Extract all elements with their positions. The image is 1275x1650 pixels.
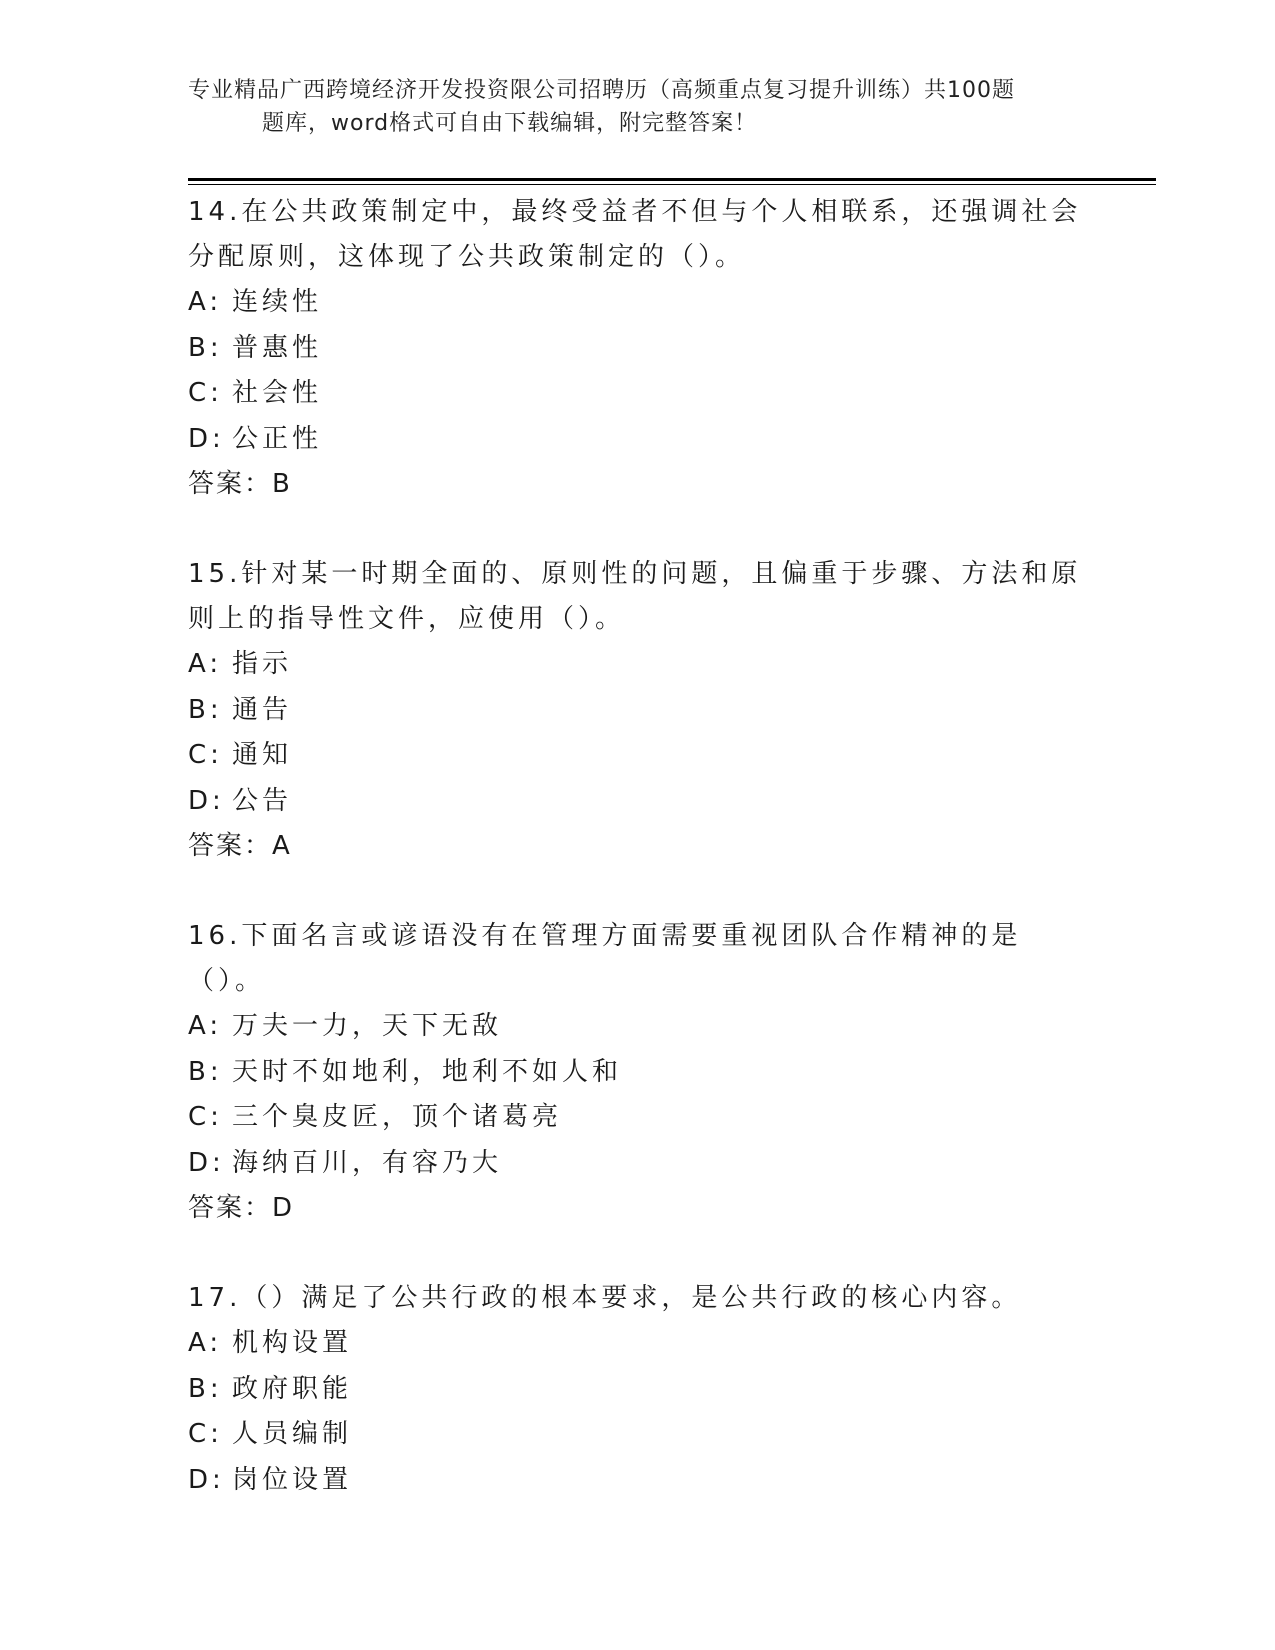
option-a [188, 1004, 1088, 1050]
option-text: 机构设置 [232, 1328, 353, 1358]
option-letter: A: [188, 1011, 223, 1041]
option-letter: A: [188, 649, 223, 679]
answer-text: 答案：D [188, 1193, 295, 1223]
option-text: 连续性 [232, 287, 323, 317]
option-c [188, 1095, 1088, 1141]
question-text: 17.（）满足了公共行政的根本要求，是公共行政的核心内容。 [188, 1283, 1022, 1313]
option-text: 人员编制 [232, 1419, 353, 1449]
option-letter: B: [188, 694, 223, 725]
option-text: 普惠性 [232, 332, 323, 363]
question-15 [188, 552, 1088, 869]
header-rule-thin [188, 184, 1156, 185]
option-a [188, 642, 1088, 688]
option-c [188, 371, 1088, 417]
option-a [188, 1321, 1088, 1367]
option-letter: B: [188, 1056, 223, 1087]
option-text: 社会性 [232, 378, 323, 408]
option-text: 政府职能 [232, 1373, 353, 1404]
option-b [188, 326, 1088, 372]
option-text: 岗位设置 [232, 1464, 353, 1495]
option-b [188, 688, 1088, 734]
option-letter: C: [188, 378, 223, 408]
question-text: 15.针对某一时期全面的、原则性的问题，且偏重于步骤、方法和原则上的指导性文件，应使用（）。 [188, 559, 1082, 634]
option-text: 通知 [232, 740, 293, 770]
option-c [188, 1412, 1088, 1458]
question-text: 14.在公共政策制定中，最终受益者不但与个人相联系，还强调社会分配原则，这体现了公共政策制定的（）。 [188, 197, 1082, 272]
option-letter: B: [188, 332, 223, 363]
option-letter: C: [188, 1419, 223, 1449]
option-text: 天时不如地利，地利不如人和 [232, 1056, 623, 1087]
option-text: 三个臭皮匠，顶个诸葛亮 [232, 1102, 563, 1132]
option-letter: B: [188, 1373, 223, 1404]
option-letter: D: [188, 785, 225, 816]
document-header [188, 74, 1088, 140]
option-c [188, 733, 1088, 779]
question-list [188, 190, 1088, 1548]
option-letter: D: [188, 423, 225, 454]
option-d [188, 417, 1088, 463]
option-d [188, 1141, 1088, 1187]
option-text: 公告 [232, 785, 293, 816]
answer-text: 答案：B [188, 469, 292, 499]
option-letter: D: [188, 1464, 225, 1495]
option-text: 万夫一力，天下无敌 [232, 1011, 503, 1041]
option-text: 指示 [232, 649, 293, 679]
option-text: 公正性 [232, 423, 323, 454]
option-d [188, 779, 1088, 825]
option-b [188, 1050, 1088, 1096]
option-letter: A: [188, 1328, 223, 1358]
option-letter: A: [188, 287, 223, 317]
option-letter: C: [188, 1102, 223, 1132]
question-text: 16.下面名言或谚语没有在管理方面需要重视团队合作精神的是（）。 [188, 921, 1022, 996]
option-letter: D: [188, 1147, 225, 1178]
option-text: 通告 [232, 694, 293, 725]
option-text: 海纳百川，有容乃大 [232, 1147, 503, 1178]
option-letter: C: [188, 740, 223, 770]
option-a [188, 280, 1088, 326]
question-16 [188, 914, 1088, 1231]
option-d [188, 1458, 1088, 1504]
header-rule-thick [188, 178, 1156, 181]
header-title-line1: 专业精品广西跨境经济开发投资限公司招聘历（高频重点复习提升训练）共100题 [188, 78, 1015, 103]
question-17 [188, 1276, 1088, 1503]
question-14 [188, 190, 1088, 507]
answer-text: 答案：A [188, 831, 292, 861]
option-b [188, 1367, 1088, 1413]
header-title-line2: 题库，word格式可自由下载编辑，附完整答案！ [262, 111, 758, 136]
